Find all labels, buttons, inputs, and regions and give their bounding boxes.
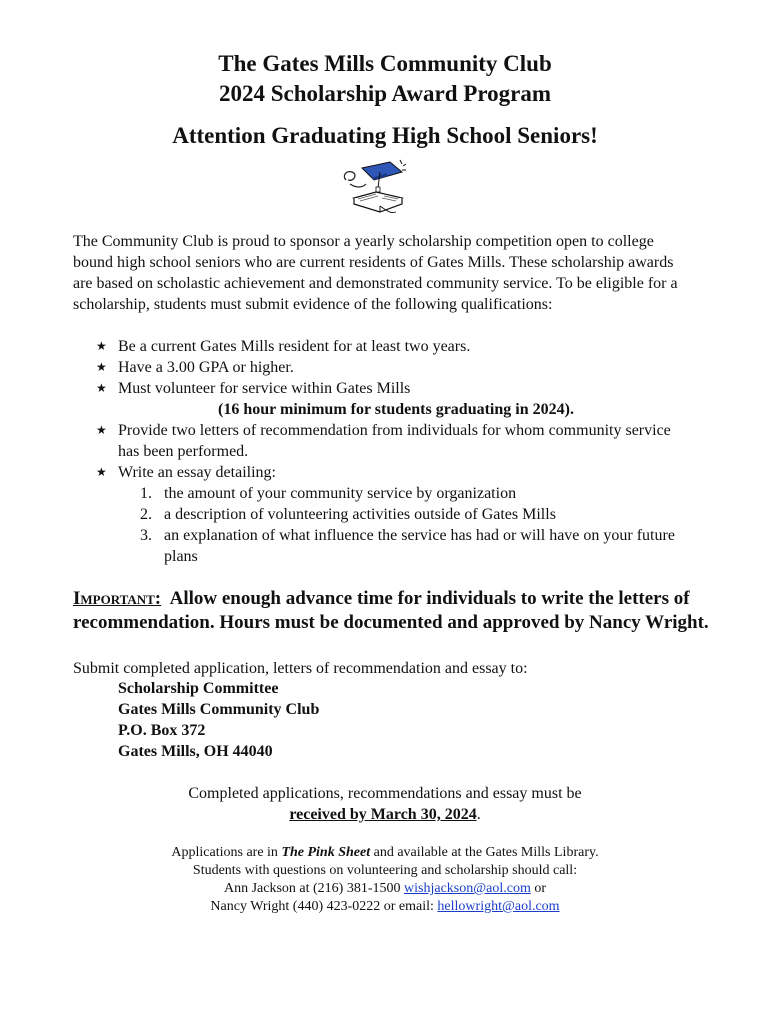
club-title: The Gates Mills Community Club [218,51,552,76]
nancy-wright-email-link[interactable]: hellowright@aol.com [437,899,560,914]
volunteer-hours-note: (16 hour minimum for students graduating in 2024). [218,401,574,418]
star-bullet-icon: ★ [96,339,107,353]
contact-footer: Applications are in The Pink Sheet and available at the Gates Mills Library. Students with questions on volunteering and scholarship should call: Ann Jackson at (216) 381-1500 wishjackson@aol.com or Nancy Wright (440) 423-0222 or email: hellowright@aol.com [171,845,599,914]
star-bullet-icon: ★ [96,423,107,437]
star-bullet-icon: ★ [96,465,107,479]
attention-heading: Attention Graduating High School Seniors! [172,123,598,148]
ann-jackson-email-link[interactable]: wishjackson@aol.com [404,881,531,896]
deadline-notice: Completed applications, recommendations and essay must be received by March 30, 2024. [188,785,582,823]
submit-instructions: Submit completed application, letters of recommendation and essay to: [73,660,528,677]
program-title: 2024 Scholarship Award Program [218,81,552,106]
graduation-cap-and-book-icon [340,158,412,218]
list-item: ★ Have a 3.00 GPA or higher. [96,359,294,376]
list-item: 2. a description of volunteering activities outside of Gates Mills [140,506,556,523]
intro-paragraph: The Community Club is proud to sponsor a yearly scholarship competition open to college bound high school seniors who are current residents of Gates Mills. These scholarship awards are based on scholastic achievement and demonstrated community service. To be eligible for a scholarship, students must submit evidence of the following qualifications: [73,233,678,313]
due-date: received by March 30, 2024 [289,806,477,823]
list-item: ★ Write an essay detailing: 1. the amount of your community service by organization 2. a description of volunteering activities outside of Gates Mills 3. an explanation of what influence the service has had or will have on your future plans [96,462,696,567]
list-item: ★ Provide two letters of recommendation from individuals for whom community service has been performed. [96,422,671,460]
list-item: 1. the amount of your community service by organization [140,485,517,502]
list-item: 3. an explanation of what influence the service has had or will have on your future plans [140,527,675,565]
essay-topics-list [118,483,696,567]
important-notice: Important: Allow enough advance time for individuals to write the letters of recommendation. Hours must be documented and approved by Nancy Wright. [73,588,709,633]
list-item: ★ Must volunteer for service within Gates Mills (16 hour minimum for students graduating in 2024). [96,378,696,420]
list-item: ★ Be a current Gates Mills resident for at least two years. [96,338,471,355]
qualifications-list [96,336,696,567]
pink-sheet-title: The Pink Sheet [281,845,371,860]
important-label: Important: [73,588,162,609]
mailing-address: Scholarship Committee Gates Mills Community Club P.O. Box 372 Gates Mills, OH 44040 [118,680,320,760]
star-bullet-icon: ★ [96,360,107,374]
star-bullet-icon: ★ [96,381,107,395]
